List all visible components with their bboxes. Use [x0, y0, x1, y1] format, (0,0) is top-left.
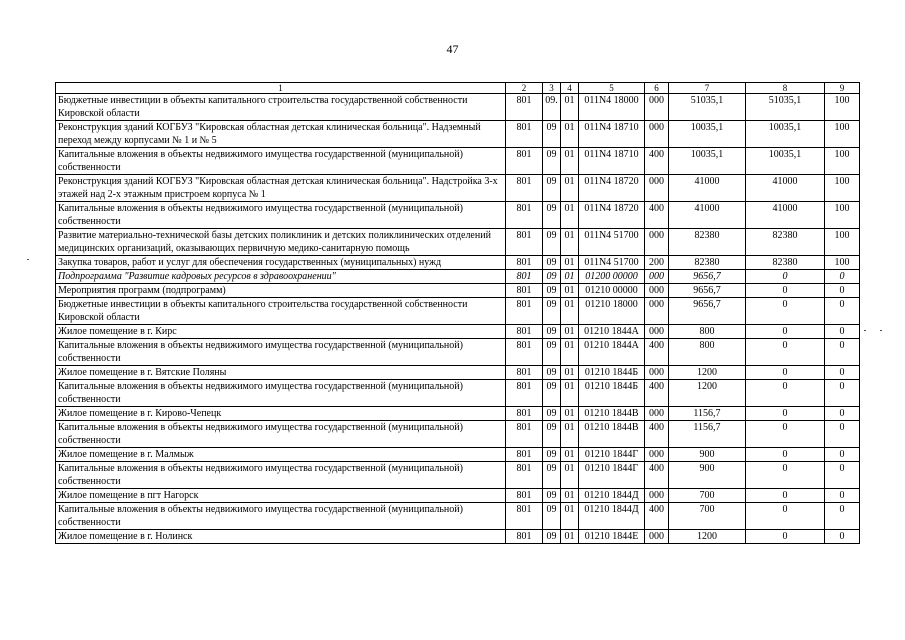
cell-percent: 0 [825, 380, 860, 407]
cell-subsection: 01 [561, 121, 579, 148]
table-row [56, 489, 860, 503]
cell-ministry-code: 801 [506, 530, 543, 544]
cell-subsection: 01 [561, 448, 579, 462]
cell-percent: 0 [825, 530, 860, 544]
cell-name: Капитальные вложения в объекты недвижимого имущества государственной (муниципальной) собственности [56, 380, 506, 407]
cell-section: 09 [543, 503, 561, 530]
scan-speck [27, 259, 29, 260]
cell-name: Подпрограмма "Развитие кадровых ресурсов в здравоохранении" [56, 270, 506, 284]
cell-ministry-code: 801 [506, 229, 543, 256]
cell-section: 09 [543, 339, 561, 366]
cell-amount-total: 1200 [669, 380, 746, 407]
cell-subsection: 01 [561, 298, 579, 325]
cell-section: 09 [543, 380, 561, 407]
cell-section: 09 [543, 530, 561, 544]
cell-section: 09 [543, 366, 561, 380]
cell-target-article: 011N4 18000 [579, 94, 645, 121]
table-row [56, 366, 860, 380]
table-row [56, 380, 860, 407]
cell-expense-type: 000 [645, 229, 669, 256]
cell-amount-total: 41000 [669, 202, 746, 229]
cell-expense-type: 400 [645, 202, 669, 229]
cell-name: Жилое помещение в г. Кирово-Чепецк [56, 407, 506, 421]
table-row [56, 530, 860, 544]
cell-amount-federal: 0 [746, 503, 825, 530]
cell-subsection: 01 [561, 270, 579, 284]
cell-ministry-code: 801 [506, 462, 543, 489]
cell-name: Жилое помещение в пгт Нагорск [56, 489, 506, 503]
cell-target-article: 011N4 51700 [579, 256, 645, 270]
cell-expense-type: 000 [645, 270, 669, 284]
cell-ministry-code: 801 [506, 284, 543, 298]
cell-subsection: 01 [561, 366, 579, 380]
cell-expense-type: 400 [645, 462, 669, 489]
table-row [56, 202, 860, 229]
cell-target-article: 01210 1844Д [579, 489, 645, 503]
cell-section: 09. [543, 94, 561, 121]
cell-expense-type: 000 [645, 298, 669, 325]
cell-ministry-code: 801 [506, 175, 543, 202]
cell-section: 09 [543, 448, 561, 462]
cell-amount-total: 1156,7 [669, 407, 746, 421]
cell-target-article: 01210 1844Г [579, 448, 645, 462]
cell-percent: 100 [825, 148, 860, 175]
cell-amount-federal: 0 [746, 339, 825, 366]
cell-percent: 0 [825, 407, 860, 421]
cell-amount-federal: 10035,1 [746, 121, 825, 148]
cell-amount-total: 700 [669, 489, 746, 503]
cell-amount-federal: 51035,1 [746, 94, 825, 121]
column-header: 8 [746, 83, 825, 94]
cell-section: 09 [543, 489, 561, 503]
cell-amount-federal: 0 [746, 489, 825, 503]
cell-percent: 0 [825, 284, 860, 298]
cell-expense-type: 000 [645, 94, 669, 121]
cell-amount-total: 900 [669, 448, 746, 462]
cell-subsection: 01 [561, 462, 579, 489]
cell-subsection: 01 [561, 94, 579, 121]
table-row [56, 284, 860, 298]
column-header: 6 [645, 83, 669, 94]
cell-name: Капитальные вложения в объекты недвижимого имущества государственной (муниципальной) собственности [56, 421, 506, 448]
cell-amount-total: 1200 [669, 530, 746, 544]
table-body [56, 83, 860, 544]
cell-percent: 100 [825, 94, 860, 121]
cell-amount-federal: 0 [746, 421, 825, 448]
cell-name: Реконструкция зданий КОГБУЗ "Кировская областная детская клиническая больница". Надстройка 3-х этажей над 2-х этажным пристроем корпуса № 1 [56, 175, 506, 202]
cell-amount-federal: 0 [746, 462, 825, 489]
cell-percent: 0 [825, 366, 860, 380]
cell-amount-total: 82380 [669, 229, 746, 256]
cell-amount-federal: 0 [746, 284, 825, 298]
cell-ministry-code: 801 [506, 448, 543, 462]
cell-target-article: 01210 1844В [579, 407, 645, 421]
cell-target-article: 011N4 18720 [579, 202, 645, 229]
cell-amount-total: 9656,7 [669, 270, 746, 284]
cell-subsection: 01 [561, 148, 579, 175]
cell-amount-total: 9656,7 [669, 298, 746, 325]
table-row [56, 94, 860, 121]
cell-name: Закупка товаров, работ и услуг для обеспечения государственных (муниципальных) нужд [56, 256, 506, 270]
cell-name: Капитальные вложения в объекты недвижимого имущества государственной (муниципальной) собственности [56, 202, 506, 229]
cell-ministry-code: 801 [506, 270, 543, 284]
cell-target-article: 011N4 51700 [579, 229, 645, 256]
cell-percent: 100 [825, 256, 860, 270]
table-row [56, 229, 860, 256]
cell-percent: 0 [825, 448, 860, 462]
cell-amount-federal: 0 [746, 298, 825, 325]
column-header: 4 [561, 83, 579, 94]
cell-name: Мероприятия программ (подпрограмм) [56, 284, 506, 298]
cell-name: Жилое помещение в г. Нолинск [56, 530, 506, 544]
cell-target-article: 01210 1844Е [579, 530, 645, 544]
cell-ministry-code: 801 [506, 407, 543, 421]
cell-percent: 0 [825, 489, 860, 503]
cell-section: 09 [543, 202, 561, 229]
cell-target-article: 01210 1844В [579, 421, 645, 448]
cell-percent: 100 [825, 175, 860, 202]
cell-ministry-code: 801 [506, 121, 543, 148]
cell-name: Бюджетные инвестиции в объекты капитального строительства государственной собственности Кировской области [56, 94, 506, 121]
cell-expense-type: 400 [645, 503, 669, 530]
cell-ministry-code: 801 [506, 339, 543, 366]
cell-amount-federal: 0 [746, 270, 825, 284]
cell-name: Капитальные вложения в объекты недвижимого имущества государственной (муниципальной) собственности [56, 462, 506, 489]
page-number: 47 [446, 42, 459, 56]
cell-subsection: 01 [561, 407, 579, 421]
scan-speck [864, 330, 866, 331]
cell-name: Реконструкция зданий КОГБУЗ "Кировская областная детская клиническая больница". Надземный переход между корпусами № 1 и № 5 [56, 121, 506, 148]
cell-amount-federal: 0 [746, 366, 825, 380]
cell-percent: 0 [825, 325, 860, 339]
cell-percent: 100 [825, 229, 860, 256]
cell-subsection: 01 [561, 421, 579, 448]
cell-subsection: 01 [561, 339, 579, 366]
cell-target-article: 01210 1844А [579, 325, 645, 339]
cell-target-article: 011N4 18710 [579, 121, 645, 148]
table-row [56, 339, 860, 366]
cell-percent: 0 [825, 298, 860, 325]
column-header: 7 [669, 83, 746, 94]
cell-name: Капитальные вложения в объекты недвижимого имущества государственной (муниципальной) собственности [56, 339, 506, 366]
cell-section: 09 [543, 175, 561, 202]
cell-expense-type: 000 [645, 121, 669, 148]
budget-table [55, 82, 860, 544]
cell-ministry-code: 801 [506, 256, 543, 270]
cell-name: Развитие материально-технической базы детских поликлиник и детских поликлинических отделений медицинских организаций, оказывающих первичную медико-санитарную помощь [56, 229, 506, 256]
cell-amount-total: 1156,7 [669, 421, 746, 448]
cell-amount-total: 10035,1 [669, 121, 746, 148]
table-row [56, 407, 860, 421]
cell-percent: 100 [825, 202, 860, 229]
cell-subsection: 01 [561, 380, 579, 407]
cell-amount-total: 9656,7 [669, 284, 746, 298]
cell-subsection: 01 [561, 530, 579, 544]
cell-ministry-code: 801 [506, 380, 543, 407]
cell-name: Жилое помещение в г. Вятские Поляны [56, 366, 506, 380]
cell-amount-total: 51035,1 [669, 94, 746, 121]
table-row [56, 325, 860, 339]
cell-expense-type: 000 [645, 366, 669, 380]
column-header: 1 [56, 83, 506, 94]
cell-percent: 0 [825, 421, 860, 448]
cell-expense-type: 000 [645, 407, 669, 421]
cell-subsection: 01 [561, 489, 579, 503]
cell-section: 09 [543, 270, 561, 284]
cell-name: Жилое помещение в г. Кирс [56, 325, 506, 339]
cell-percent: 0 [825, 462, 860, 489]
cell-section: 09 [543, 325, 561, 339]
cell-expense-type: 000 [645, 284, 669, 298]
scan-speck [880, 330, 882, 331]
cell-expense-type: 400 [645, 421, 669, 448]
cell-target-article: 011N4 18720 [579, 175, 645, 202]
cell-expense-type: 000 [645, 325, 669, 339]
table-row [56, 270, 860, 284]
cell-section: 09 [543, 462, 561, 489]
cell-percent: 0 [825, 339, 860, 366]
cell-ministry-code: 801 [506, 94, 543, 121]
table-row [56, 175, 860, 202]
cell-amount-federal: 82380 [746, 256, 825, 270]
cell-target-article: 01210 1844Б [579, 380, 645, 407]
cell-section: 09 [543, 256, 561, 270]
cell-amount-federal: 82380 [746, 229, 825, 256]
cell-amount-total: 800 [669, 325, 746, 339]
cell-amount-total: 1200 [669, 366, 746, 380]
table-row [56, 448, 860, 462]
cell-target-article: 01210 1844А [579, 339, 645, 366]
table-row [56, 421, 860, 448]
column-header: 3 [543, 83, 561, 94]
cell-target-article: 011N4 18710 [579, 148, 645, 175]
cell-ministry-code: 801 [506, 148, 543, 175]
table-row [56, 121, 860, 148]
cell-name: Капитальные вложения в объекты недвижимого имущества государственной (муниципальной) собственности [56, 148, 506, 175]
cell-target-article: 01210 1844Г [579, 462, 645, 489]
cell-ministry-code: 801 [506, 503, 543, 530]
cell-expense-type: 000 [645, 530, 669, 544]
cell-amount-federal: 0 [746, 530, 825, 544]
cell-target-article: 01200 00000 [579, 270, 645, 284]
cell-subsection: 01 [561, 175, 579, 202]
cell-subsection: 01 [561, 325, 579, 339]
cell-expense-type: 400 [645, 380, 669, 407]
cell-target-article: 01210 1844Д [579, 503, 645, 530]
cell-amount-federal: 0 [746, 380, 825, 407]
cell-ministry-code: 801 [506, 421, 543, 448]
cell-section: 09 [543, 148, 561, 175]
cell-subsection: 01 [561, 503, 579, 530]
cell-expense-type: 400 [645, 339, 669, 366]
table-header-row [56, 83, 860, 94]
cell-amount-total: 10035,1 [669, 148, 746, 175]
cell-section: 09 [543, 298, 561, 325]
cell-section: 09 [543, 421, 561, 448]
cell-amount-federal: 41000 [746, 175, 825, 202]
cell-section: 09 [543, 407, 561, 421]
cell-expense-type: 200 [645, 256, 669, 270]
cell-amount-total: 700 [669, 503, 746, 530]
cell-amount-total: 900 [669, 462, 746, 489]
cell-target-article: 01210 1844Б [579, 366, 645, 380]
cell-target-article: 01210 18000 [579, 298, 645, 325]
cell-subsection: 01 [561, 284, 579, 298]
cell-section: 09 [543, 284, 561, 298]
column-header: 5 [579, 83, 645, 94]
table-row [56, 256, 860, 270]
column-header: 2 [506, 83, 543, 94]
cell-name: Бюджетные инвестиции в объекты капитального строительства государственной собственности Кировской области [56, 298, 506, 325]
cell-section: 09 [543, 229, 561, 256]
cell-name: Капитальные вложения в объекты недвижимого имущества государственной (муниципальной) собственности [56, 503, 506, 530]
column-header: 9 [825, 83, 860, 94]
cell-percent: 0 [825, 270, 860, 284]
cell-name: Жилое помещение в г. Малмыж [56, 448, 506, 462]
cell-ministry-code: 801 [506, 202, 543, 229]
cell-amount-federal: 0 [746, 407, 825, 421]
cell-amount-federal: 0 [746, 325, 825, 339]
cell-subsection: 01 [561, 202, 579, 229]
cell-ministry-code: 801 [506, 298, 543, 325]
table-row [56, 503, 860, 530]
cell-target-article: 01210 00000 [579, 284, 645, 298]
cell-percent: 100 [825, 121, 860, 148]
cell-section: 09 [543, 121, 561, 148]
cell-percent: 0 [825, 503, 860, 530]
table-row [56, 462, 860, 489]
cell-amount-federal: 0 [746, 448, 825, 462]
cell-subsection: 01 [561, 229, 579, 256]
cell-expense-type: 000 [645, 448, 669, 462]
cell-expense-type: 000 [645, 489, 669, 503]
cell-ministry-code: 801 [506, 366, 543, 380]
cell-expense-type: 000 [645, 175, 669, 202]
cell-subsection: 01 [561, 256, 579, 270]
table-row [56, 148, 860, 175]
cell-amount-total: 800 [669, 339, 746, 366]
cell-expense-type: 400 [645, 148, 669, 175]
cell-amount-total: 41000 [669, 175, 746, 202]
cell-amount-federal: 41000 [746, 202, 825, 229]
table-row [56, 298, 860, 325]
cell-ministry-code: 801 [506, 489, 543, 503]
cell-amount-total: 82380 [669, 256, 746, 270]
cell-amount-federal: 10035,1 [746, 148, 825, 175]
cell-ministry-code: 801 [506, 325, 543, 339]
